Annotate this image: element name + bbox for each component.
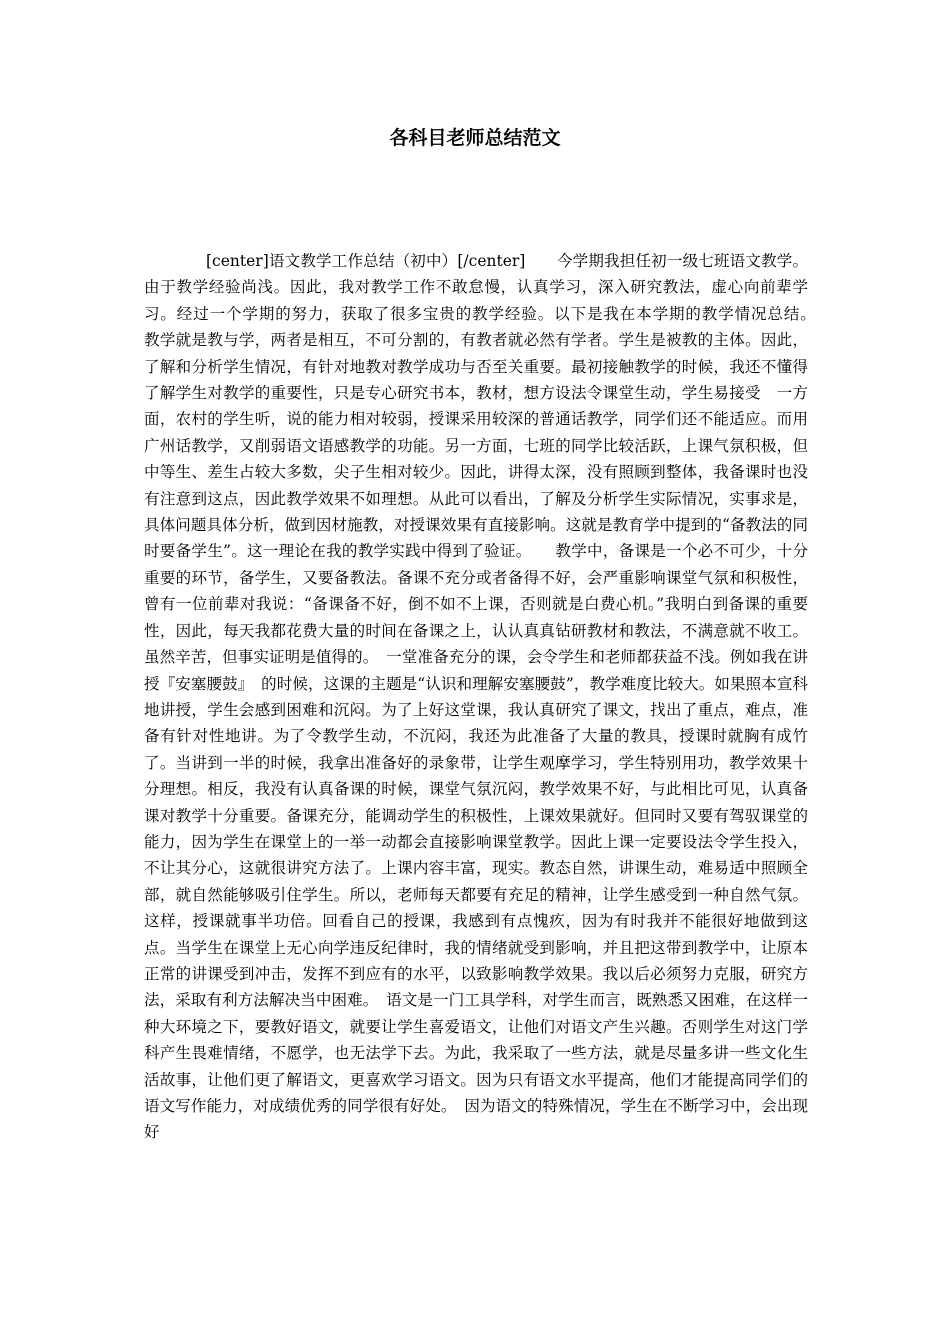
document-title: 各科目老师总结范文	[389, 127, 561, 149]
document-body-text: [center]语文教学工作总结（初中）[/center] 今学期我担任初一级七班语文教学。由于教学经验尚浅。因此，我对教学工作不敢怠慢，认真学习，深入研究教法，虚心向前辈学习。经过一个学期的努力，获取了很多宝贵的教学经验。以下是我在本学期的教学情况总结。 教学就是教与学，两者是相互，不可分割的，有教者就必然有学者。学生是被教的主体。因此，了解和分析学生情况，有针对地教对教学成功与否至关重要。最初接触教学的时候，我还不懂得了解学生对教学的重要性，只是专心研究书本，教材，想方设法令课堂生动，学生易接受 一方面，农村的学生听，说的能力相对较弱，授课采用较深的普通话教学，同学们还不能适应。而用广州话教学，又削弱语文语感教学的功能。另一方面，七班的同学比较活跃，上课气氛积极，但中等生、差生占较大多数，尖子生相对较少。因此，讲得太深，没有照顾到整体，我备课时也没有注意到这点，因此教学效果不如理想。从此可以看出，了解及分析学生实际情况，实事求是，具体问题具体分析，做到因材施教，对授课效果有直接影响。这就是教育学中提到的“备教法的同时要备学生”。这一理论在我的教学实践中得到了验证。 教学中，备课是一个必不可少，十分重要的环节，备学生，又要备教法。备课不充分或者备得不好，会严重影响课堂气氛和积极性，曾有一位前辈对我说：“备课备不好，倒不如不上课，否则就是白费心机。”我明白到备课的重要性，因此，每天我都花费大量的时间在备课之上，认认真真钻研教材和教法，不满意就不收工。虽然辛苦，但事实证明是值得的。 一堂准备充分的课，会令学生和老师都获益不浅。例如我在讲授『安塞腰鼓』 的时候，这课的主题是“认识和理解安塞腰鼓”，教学难度比较大。如果照本宣科地讲授，学生会感到困难和沉闷。为了上好这堂课，我认真研究了课文，找出了重点，难点，准备有针对性地讲。为了令教学生动，不沉闷，我还为此准备了大量的教具，授课时就胸有成竹了。当讲到一半的时候，我拿出准备好的录象带，让学生观摩学习，学生特别用功，教学效果十分理想。相反，我没有认真备课的时候，课堂气氛沉闷，教学效果不好，与此相比可见，认真备课对教学十分重要。备课充分，能调动学生的积极性，上课效果就好。但同时又要有驾驭课堂的能力，因为学生在课堂上的一举一动都会直接影响课堂教学。因此上课一定要设法令学生投入，不让其分心，这就很讲究方法了。上课内容丰富，现实。教态自然，讲课生动，难易适中照顾全部，就自然能够吸引住学生。所以，老师每天都要有充足的精神，让学生感受到一种自然气氛。这样，授课就事半功倍。回看自己的授课，我感到有点愧疚，因为有时我并不能很好地做到这点。当学生在课堂上无心向学违反纪律时，我的情绪就受到影响，并且把这带到教学中，让原本正常的讲课受到冲击，发挥不到应有的水平，以致影响教学效果。我以后必须努力克服，研究方法，采取有利方法解决当中困难。 语文是一门工具学科，对学生而言，既熟悉又困难，在这样一种大环境之下，要教好语文，就要让学生喜爱语文，让他们对语文产生兴趣。否则学生对这门学科产生畏难情绪，不愿学，也无法学下去。为此，我采取了一些方法，就是尽量多讲一些文化生活故事，让他们更了解语文，更喜欢学习语文。因为只有语文水平提高，他们才能提高同学们的语文写作能力，对成绩优秀的同学很有好处。 因为语文的特殊情况，学生在不断学习中，会出现好	[144, 252, 840, 1142]
